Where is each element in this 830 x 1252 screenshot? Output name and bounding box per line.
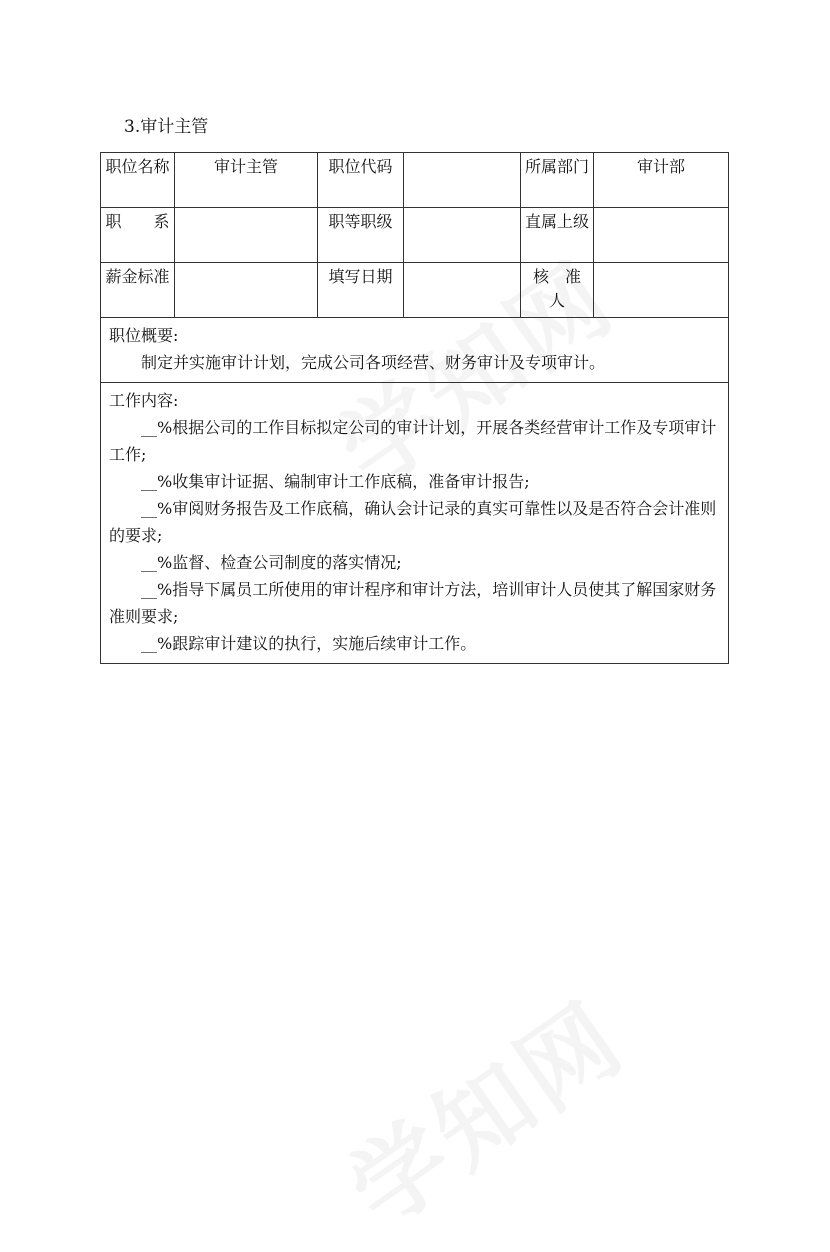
duties-title: 工作内容: <box>109 391 179 410</box>
job-family-value <box>175 208 318 263</box>
summary-text: 制定并实施审计计划，完成公司各项经营、财务审计及专项审计。 <box>141 353 606 372</box>
position-name-value: 审计主管 <box>175 153 318 208</box>
summary-title: 职位概要: <box>109 326 179 345</box>
table-row <box>101 208 729 263</box>
job-grade-label: 职等职级 <box>318 208 404 263</box>
salary-standard-label: 薪金标准 <box>101 263 175 318</box>
duty-item: __%收集审计证据、编制审计工作底稿，准备审计报告; <box>141 472 530 491</box>
section-title: 3.审计主管 <box>124 117 209 137</box>
position-name-label: 职位名称 <box>101 153 175 208</box>
table-row <box>101 383 729 664</box>
fill-date-value <box>404 263 521 318</box>
duty-item: __%监督、检查公司制度的落实情况; <box>141 553 402 572</box>
approver-value <box>594 263 729 318</box>
duty-item: __%根据公司的工作目标拟定公司的审计计划，开展各类经营审计工作及专项审计工作; <box>109 418 717 464</box>
job-grade-value <box>404 208 521 263</box>
duty-item: __%跟踪审计建议的执行，实施后续审计工作。 <box>141 634 477 653</box>
table-row <box>101 153 729 208</box>
summary-cell <box>101 318 729 383</box>
department-label: 所属部门 <box>521 153 594 208</box>
fill-date-label: 填写日期 <box>318 263 404 318</box>
watermark <box>318 965 647 1252</box>
duty-item: __%指导下属员工所使用的审计程序和审计方法，培训审计人员使其了解国家财务准则要求; <box>109 580 717 626</box>
salary-standard-value <box>175 263 318 318</box>
department-value: 审计部 <box>594 153 729 208</box>
job-family-label: 职 系 <box>101 208 175 263</box>
table-row <box>101 318 729 383</box>
supervisor-value <box>594 208 729 263</box>
duty-item: __%审阅财务报告及工作底稿，确认会计记录的真实可靠性以及是否符合会计准则的要求; <box>109 499 717 545</box>
supervisor-label: 直属上级 <box>521 208 594 263</box>
duties-cell <box>101 383 729 664</box>
job-description-table <box>100 152 729 664</box>
approver-label: 核 准 人 <box>521 263 594 318</box>
position-code-value <box>404 153 521 208</box>
position-code-label: 职位代码 <box>318 153 404 208</box>
table-row <box>101 263 729 318</box>
